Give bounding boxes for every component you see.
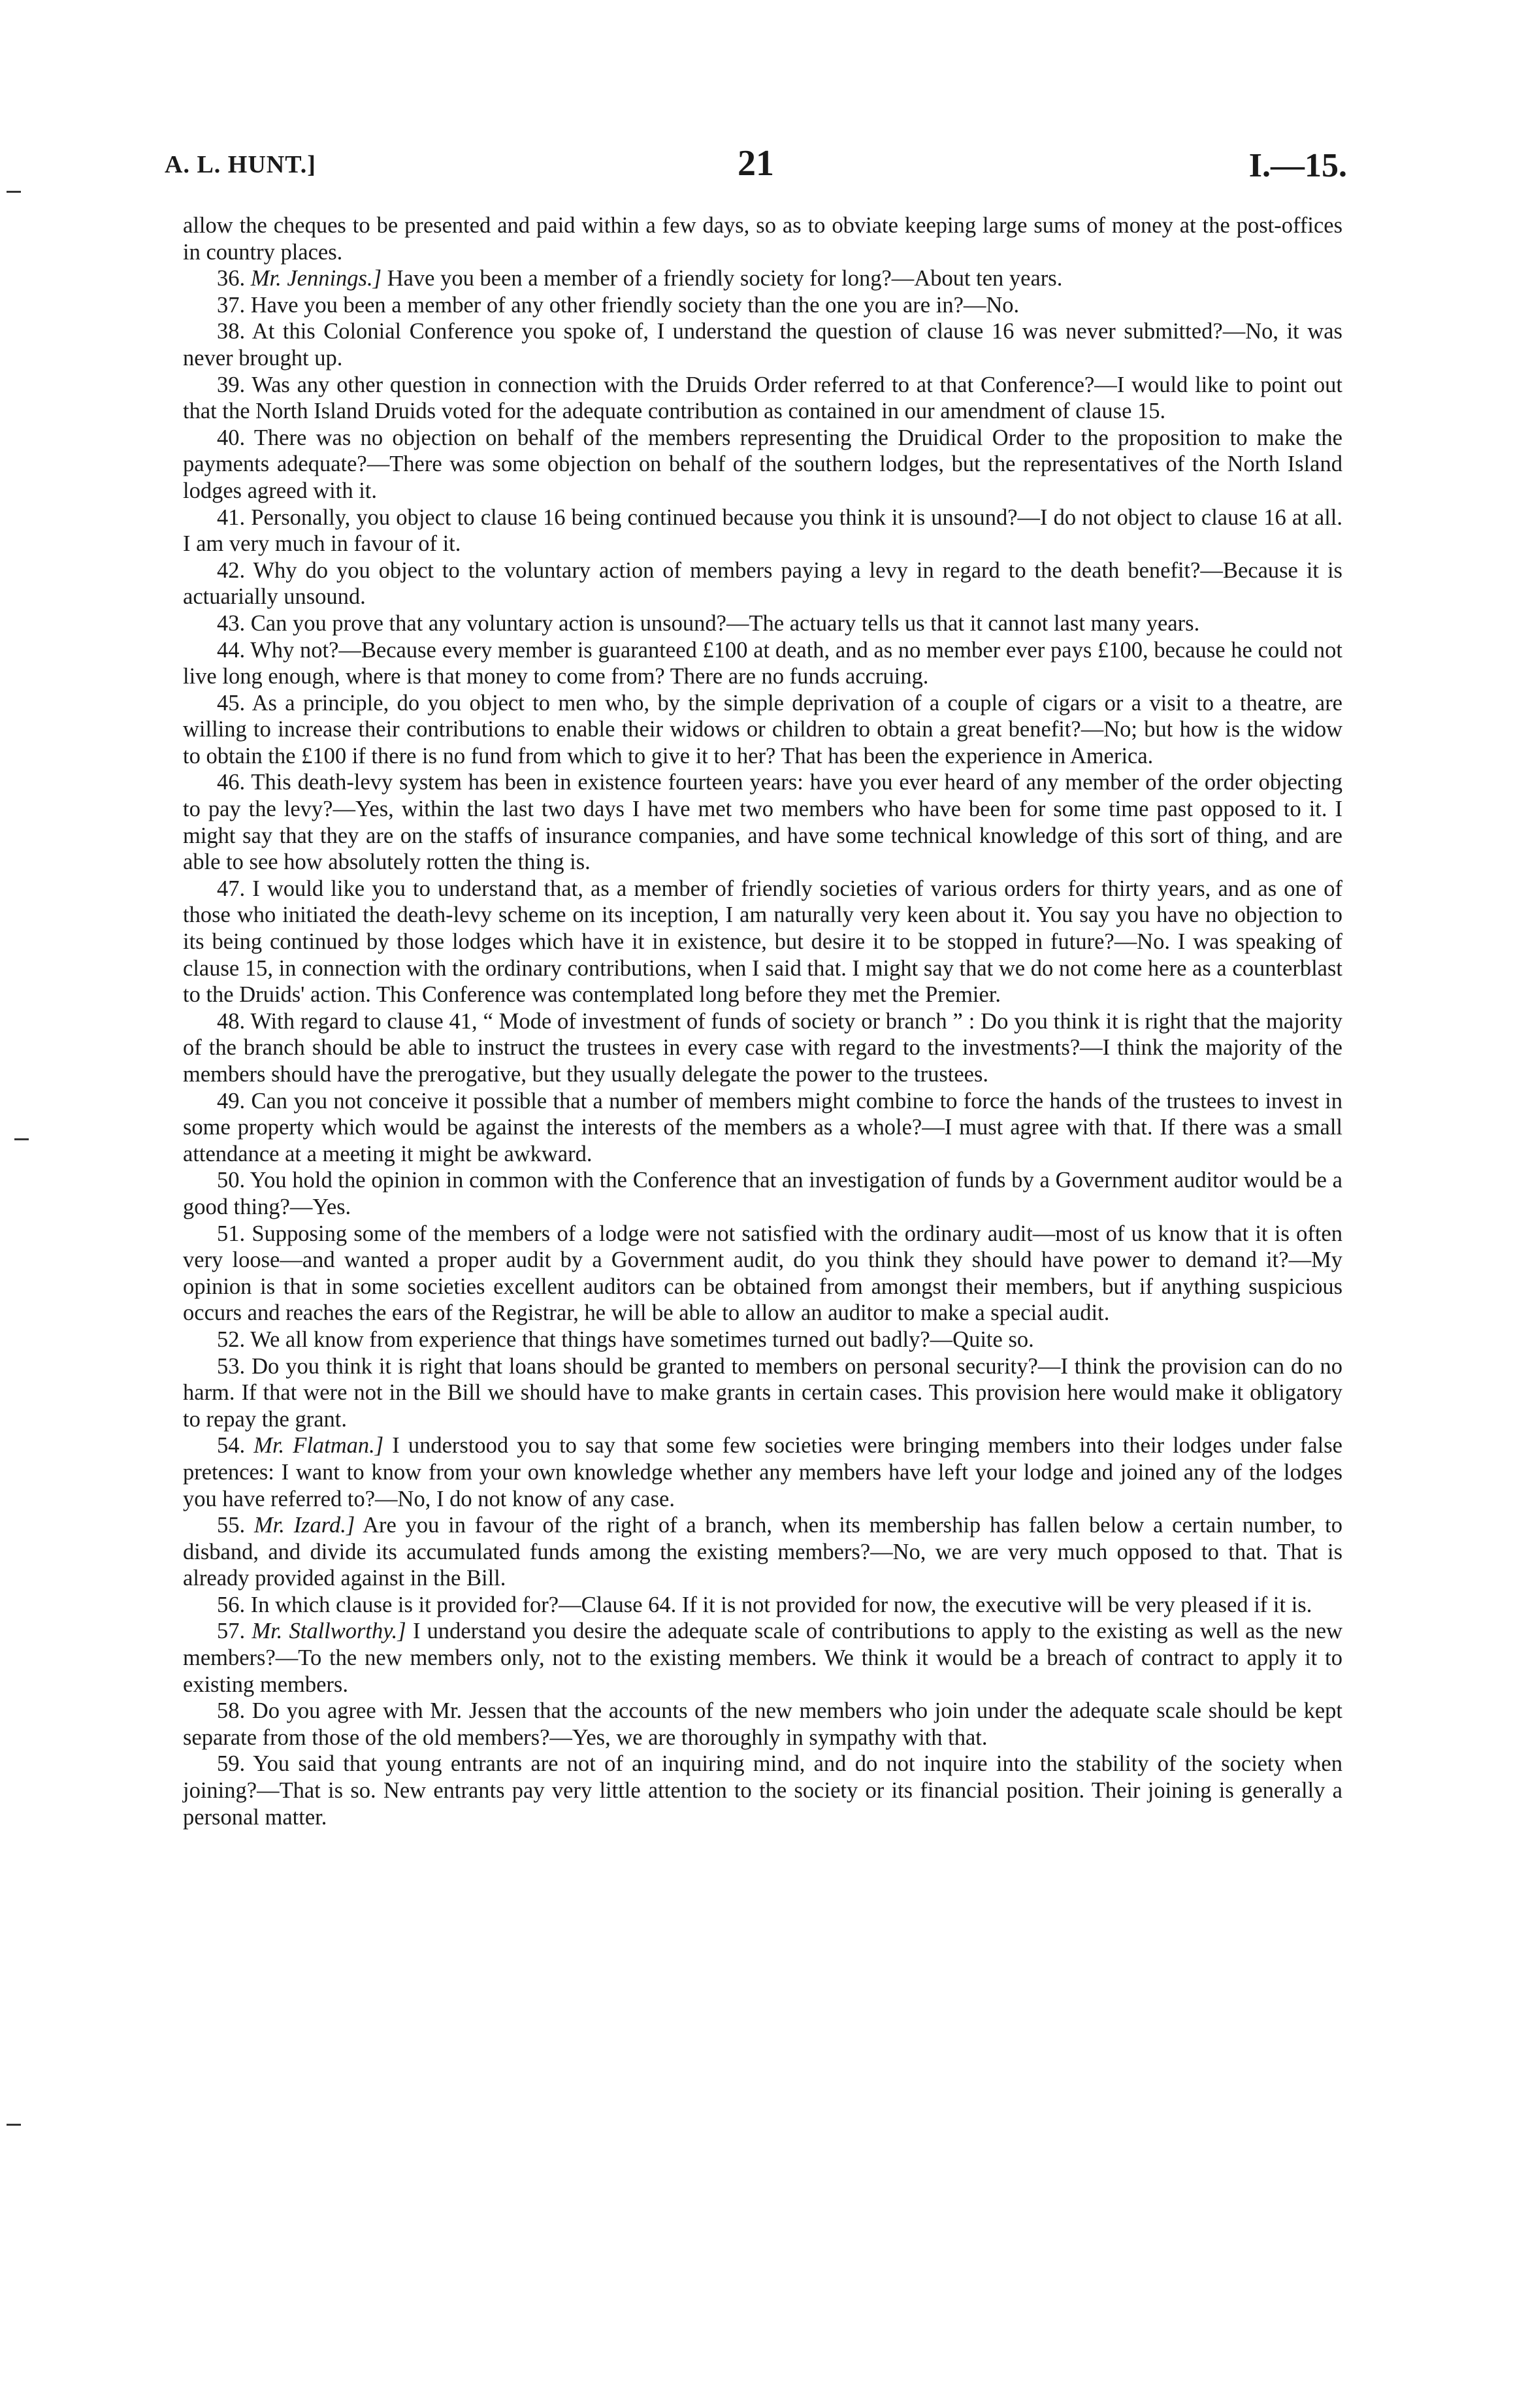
paragraph: 47. I would like you to understand that, as a member of friendly societies of various orders for thirty years, and as one of those who initiated the death-levy scheme on its inception, I am naturally very keen about it. You say you have no objection to its being continued by those lodges which have it in existence, but desire it to be stopped in future?—No. I was speaking of clause 15, in connection with the ordinary contributions, when I said that. I might say that we do not come here as a counterblast to the Druids' action. This Conference was contemplated long before they met the Premier. <box>183 876 1342 1008</box>
paragraph: 49. Can you not conceive it possible that a number of members might combine to force the hands of the trustees to invest in some property which would be against the interests of the members as a whole?—I must agree with that. If there was a small attendance at a meeting it might be awkward. <box>183 1088 1342 1166</box>
paragraph: 40. There was no objection on behalf of the members representing the Druidical Order to the proposition to make the payments adequate?—There was some objection on behalf of the southern lodges, but the representatives of the North Island lodges agreed with it. <box>183 425 1342 503</box>
paragraph: 59. You said that young entrants are not of an inquiring mind, and do not inquire into the stability of the society when joining?—That is so. New entrants pay very little attention to the society or its financial position. Their joining is generally a personal matter. <box>183 1751 1342 1830</box>
testimony-text <box>183 212 1342 1830</box>
margin-mark <box>7 2124 21 2126</box>
paragraph: 56. In which clause is it provided for?—Clause 64. If it is not provided for now, the executive will be very pleased if it is. <box>217 1592 1312 1617</box>
paragraph: 42. Why do you object to the voluntary action of members paying a levy in regard to the death benefit?—Because it is actuarially unsound. <box>183 557 1342 610</box>
paragraph: 48. With regard to clause 41, “ Mode of investment of funds of society or branch ” : Do you think it is right that the majority of the branch should be able to instruct the trustees in every case with regard to the investments?—I think the majority of the members should have the prerogative, but they usually delegate the power to the trustees. <box>183 1008 1342 1087</box>
paragraph: 41. Personally, you object to clause 16 being continued because you think it is unsound?—I do not object to clause 16 at all. I am very much in favour of it. <box>183 504 1342 557</box>
paragraph: 36. Mr. Jennings.] Have you been a member of a friendly society for long?—About ten years. <box>217 266 1063 291</box>
paragraph: 55. Mr. Izard.] Are you in favour of the right of a branch, when its membership has fallen below a certain number, to disband, and divide its accumulated funds among the existing members?—No, we are very much opposed to that. That is already provided against in the Bill. <box>183 1513 1343 1591</box>
paragraph: 51. Supposing some of the members of a lodge were not satisfied with the ordinary audit—most of us know that it is often very loose—and wanted a proper audit by a Government audit, do you think they should have power to demand it?—My opinion is that in some societies excellent auditors can be obtained from amongst their members, but if anything suspicious occurs and reaches the ears of the Registrar, he will be able to allow an auditor to make a special audit. <box>183 1221 1342 1326</box>
margin-mark <box>7 191 21 193</box>
speaker: Mr. Izard.] <box>253 1513 355 1538</box>
paragraph: 53. Do you think it is right that loans should be granted to members on personal security?—I think the provision can do no harm. If that were not in the Bill we should have to make grants in certain cases. This provision here would make it obligatory to repay the grant. <box>183 1353 1342 1432</box>
paragraph: 45. As a principle, do you object to men who, by the simple deprivation of a couple of cigars or a visit to a theatre, are willing to increase their contributions to enable their widows or children to obtain a great benefit?—No; but how is the widow to obtain the £100 if there is no fund from which to give it to her? That has been the experience in America. <box>183 690 1342 768</box>
margin-mark <box>14 1138 29 1140</box>
paragraph: 46. This death-levy system has been in existence fourteen years: have you ever heard of any member of the order objecting to pay the levy?—Yes, within the last two days I have met two members who have been for some time past opposed to it. I might say that they are on the staffs of insurance companies, and have some technical knowledge of this sort of thing, and are able to see how absolutely rotten the thing is. <box>183 770 1342 875</box>
header-author: A. L. HUNT.] <box>165 151 316 178</box>
speaker: Mr. Flatman.] <box>253 1433 384 1459</box>
speaker: Mr. Jennings.] <box>250 266 382 291</box>
paragraph: 37. Have you been a member of any other friendly society than the one you are in?—No. <box>217 292 1020 318</box>
paragraph: 44. Why not?—Because every member is guaranteed £100 at death, and as no member ever pays £100, because he could not live long enough, where is that money to come from? There are no funds accruing. <box>183 637 1342 689</box>
paragraph: allow the cheques to be presented and paid within a few days, so as to obviate keeping large sums of money at the post-offices in country places. <box>183 213 1342 265</box>
paper-reference: I.—15. <box>1248 147 1347 184</box>
paragraph: 57. Mr. Stallworthy.] I understand you desire the adequate scale of contributions to apply to the existing as well as the new members?—To the new members only, not to the existing members. We think it would be a breach of contract to apply it to existing members. <box>183 1619 1343 1697</box>
speaker: Mr. Stallworthy.] <box>252 1619 406 1644</box>
page-number: 21 <box>738 143 774 184</box>
paragraph: 50. You hold the opinion in common with the Conference that an investigation of funds by a Government auditor would be a good thing?—Yes. <box>183 1168 1342 1219</box>
paragraph: 43. Can you prove that any voluntary action is unsound?—The actuary tells us that it cannot last many years. <box>217 610 1200 636</box>
paragraph: 52. We all know from experience that things have sometimes turned out badly?—Quite so. <box>217 1327 1034 1352</box>
paragraph: 54. Mr. Flatman.] I understood you to say that some few societies were bringing members into their lodges under false pretences: I want to know from your own knowledge whether any members have left your lodge and joined any of the lodges you have referred to?—No, I do not know of any case. <box>183 1433 1342 1511</box>
paragraph: 38. At this Colonial Conference you spoke of, I understand the question of clause 16 was never submitted?—No, it was never brought up. <box>183 319 1342 371</box>
page-header <box>165 142 1347 188</box>
paragraph: 58. Do you agree with Mr. Jessen that the accounts of the new members who join under the adequate scale should be kept separate from those of the old members?—Yes, we are thoroughly in sympathy with that. <box>183 1698 1343 1750</box>
paragraph: 39. Was any other question in connection with the Druids Order referred to at that Conference?—I would like to point out that the North Island Druids voted for the adequate contribution as contained in our amendment of clause 15. <box>183 372 1342 424</box>
